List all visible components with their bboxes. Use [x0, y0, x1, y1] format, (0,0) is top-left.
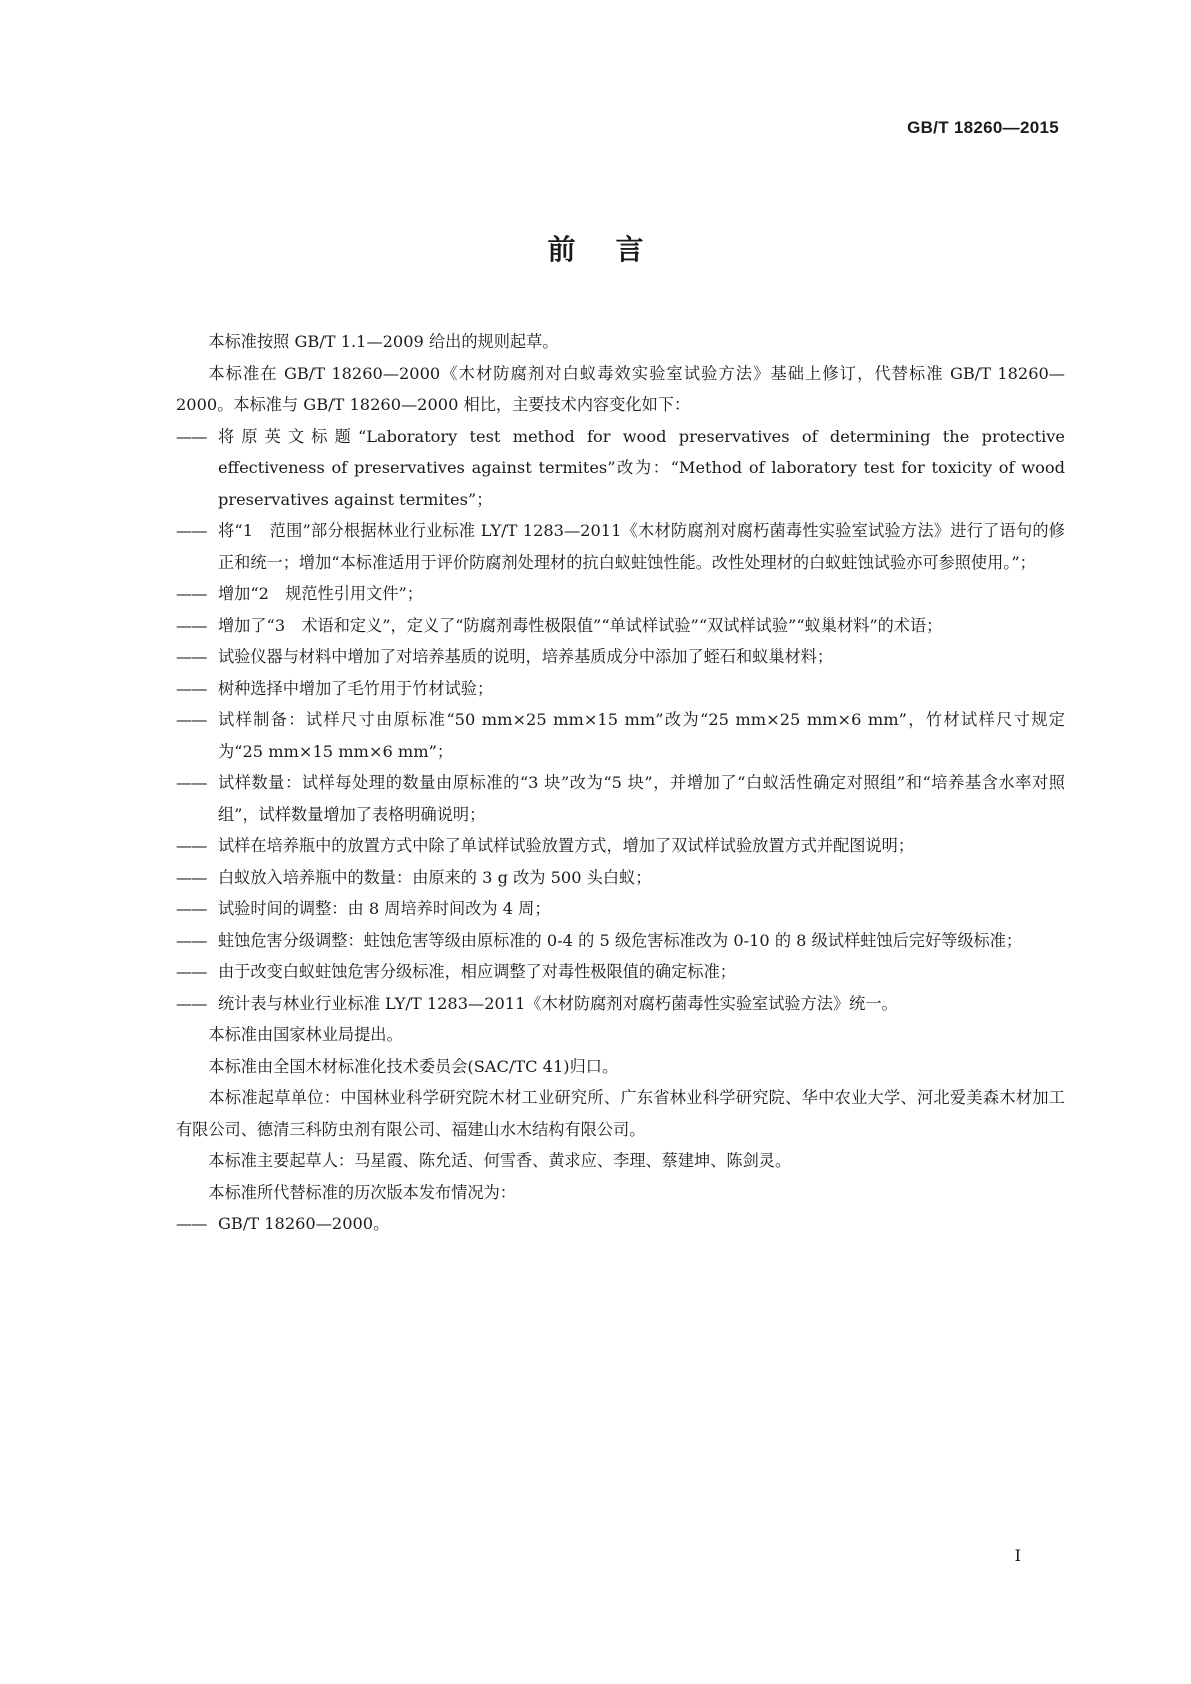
paragraph: 本标准由全国木材标准化技术委员会(SAC/TC 41)归口。: [208, 1056, 619, 1076]
change-item-text: 白蚁放入培养瓶中的数量：由原来的 3 g 改为 500 头白蚁；: [218, 867, 652, 887]
dash-marker: ——: [176, 710, 207, 729]
dash-marker: ——: [176, 899, 207, 918]
paragraph: 本标准所代替标准的历次版本发布情况为：: [208, 1182, 516, 1202]
change-item: [176, 988, 1065, 1020]
change-item-text: 将原英文标题“Laboratory test method for wood preservatives of determining the protective effectiveness of preservatives against termites”改为：“Method of laboratory test for toxicity of wood preservatives against termites”；: [218, 426, 1065, 509]
dash-marker: ——: [176, 521, 207, 540]
paragraph: 本标准按照 GB/T 1.1—2009 给出的规则起草。: [208, 332, 559, 351]
dash-marker: ——: [176, 962, 207, 981]
dash-marker: ——: [176, 836, 207, 855]
change-item-text: 试样制备：试样尺寸由原标准“50 mm×25 mm×15 mm”改为“25 mm×25 mm×6 mm”，竹材试样尺寸规定为“25 mm×15 mm×6 mm”；: [218, 710, 1065, 761]
paragraph: 本标准起草单位：中国林业科学研究院木材工业研究所、广东省林业科学研究院、华中农业大学、河北爱美森木材加工有限公司、德清三科防虫剂有限公司、福建山水木结构有限公司。: [176, 1088, 1065, 1139]
dash-marker: ——: [176, 930, 207, 950]
dash-marker: ——: [176, 993, 207, 1013]
change-item: [176, 610, 1065, 642]
change-item-text: 将“1 范围”部分根据林业行业标准 LY/T 1283—2011《木材防腐剂对腐朽菌毒性实验室试验方法》进行了语句的修正和统一；增加“本标准适用于评价防腐剂处理材的抗白蚁蛀蚀性能。改性处理材的白蚁蛀蚀试验亦可参照使用。”；: [218, 521, 1065, 572]
dash-marker: ——: [176, 867, 207, 887]
change-item-text: 增加了“3 术语和定义”，定义了“防腐剂毒性极限值”“单试样试验”“双试样试验”“蚁巢材料”的术语；: [218, 615, 943, 635]
paragraph: 本标准主要起草人：马星霞、陈允适、何雪香、黄求应、李理、蔡建坤、陈剑灵。: [208, 1151, 792, 1170]
change-item-text: 树种选择中增加了毛竹用于竹材试验；: [218, 678, 494, 698]
change-item: [176, 704, 1065, 767]
change-item-text: 蛀蚀危害分级调整：蛀蚀危害等级由原标准的 0-4 的 5 级危害标准改为 0-10 的 8 级试样蛀蚀后完好等级标准；: [218, 930, 1023, 950]
change-item-text: 由于改变白蚁蛀蚀危害分级标准，相应调整了对毒性极限值的确定标准；: [218, 962, 736, 981]
change-item: [176, 862, 1065, 894]
foreword-body: [176, 326, 1065, 1240]
dash-marker: ——: [176, 426, 207, 446]
change-item: [176, 515, 1065, 578]
page-number: I: [1014, 1546, 1021, 1565]
change-item-text: 试样在培养瓶中的放置方式中除了单试样试验放置方式，增加了双试样试验放置方式并配图说明；: [218, 836, 915, 855]
change-item: [176, 767, 1065, 830]
dash-marker: ——: [176, 773, 207, 792]
history-item-text: GB/T 18260—2000。: [218, 1214, 390, 1233]
change-item-text: 试样数量：试样每处理的数量由原标准的“3 块”改为“5 块”，并增加了“白蚁活性确定对照组”和“培养基含水率对照组”，试样数量增加了表格明确说明；: [218, 773, 1065, 824]
dash-marker: ——: [176, 1214, 207, 1233]
dash-marker: ——: [176, 615, 207, 635]
change-item: [176, 830, 1065, 862]
history-item: [176, 1208, 1065, 1240]
change-item-text: 增加“2 规范性引用文件”；: [218, 584, 423, 603]
dash-marker: ——: [176, 678, 207, 698]
change-item: [176, 673, 1065, 705]
change-item: [176, 421, 1065, 516]
change-item: [176, 956, 1065, 988]
change-item-text: 试验时间的调整：由 8 周培养时间改为 4 周；: [218, 899, 551, 918]
change-item: [176, 893, 1065, 925]
change-item: [176, 578, 1065, 610]
change-item-text: 统计表与林业行业标准 LY/T 1283—2011《木材防腐剂对腐朽菌毒性实验室试验方法》统一。: [218, 993, 898, 1013]
dash-marker: ——: [176, 647, 207, 666]
change-item: [176, 925, 1065, 957]
change-item: [176, 641, 1065, 673]
paragraph: 本标准在 GB/T 18260—2000《木材防腐剂对白蚁毒效实验室试验方法》基础上修订，代替标准 GB/T 18260—2000。本标准与 GB/T 18260—2000 相比，主要技术内容变化如下：: [176, 363, 1065, 414]
change-item-text: 试验仪器与材料中增加了对培养基质的说明，培养基质成分中添加了蛭石和蚁巢材料；: [218, 647, 834, 666]
standard-code: GB/T 18260—2015: [907, 118, 1059, 137]
dash-marker: ——: [176, 584, 207, 603]
page-title: 前言: [547, 233, 684, 266]
paragraph: 本标准由国家林业局提出。: [208, 1025, 403, 1044]
